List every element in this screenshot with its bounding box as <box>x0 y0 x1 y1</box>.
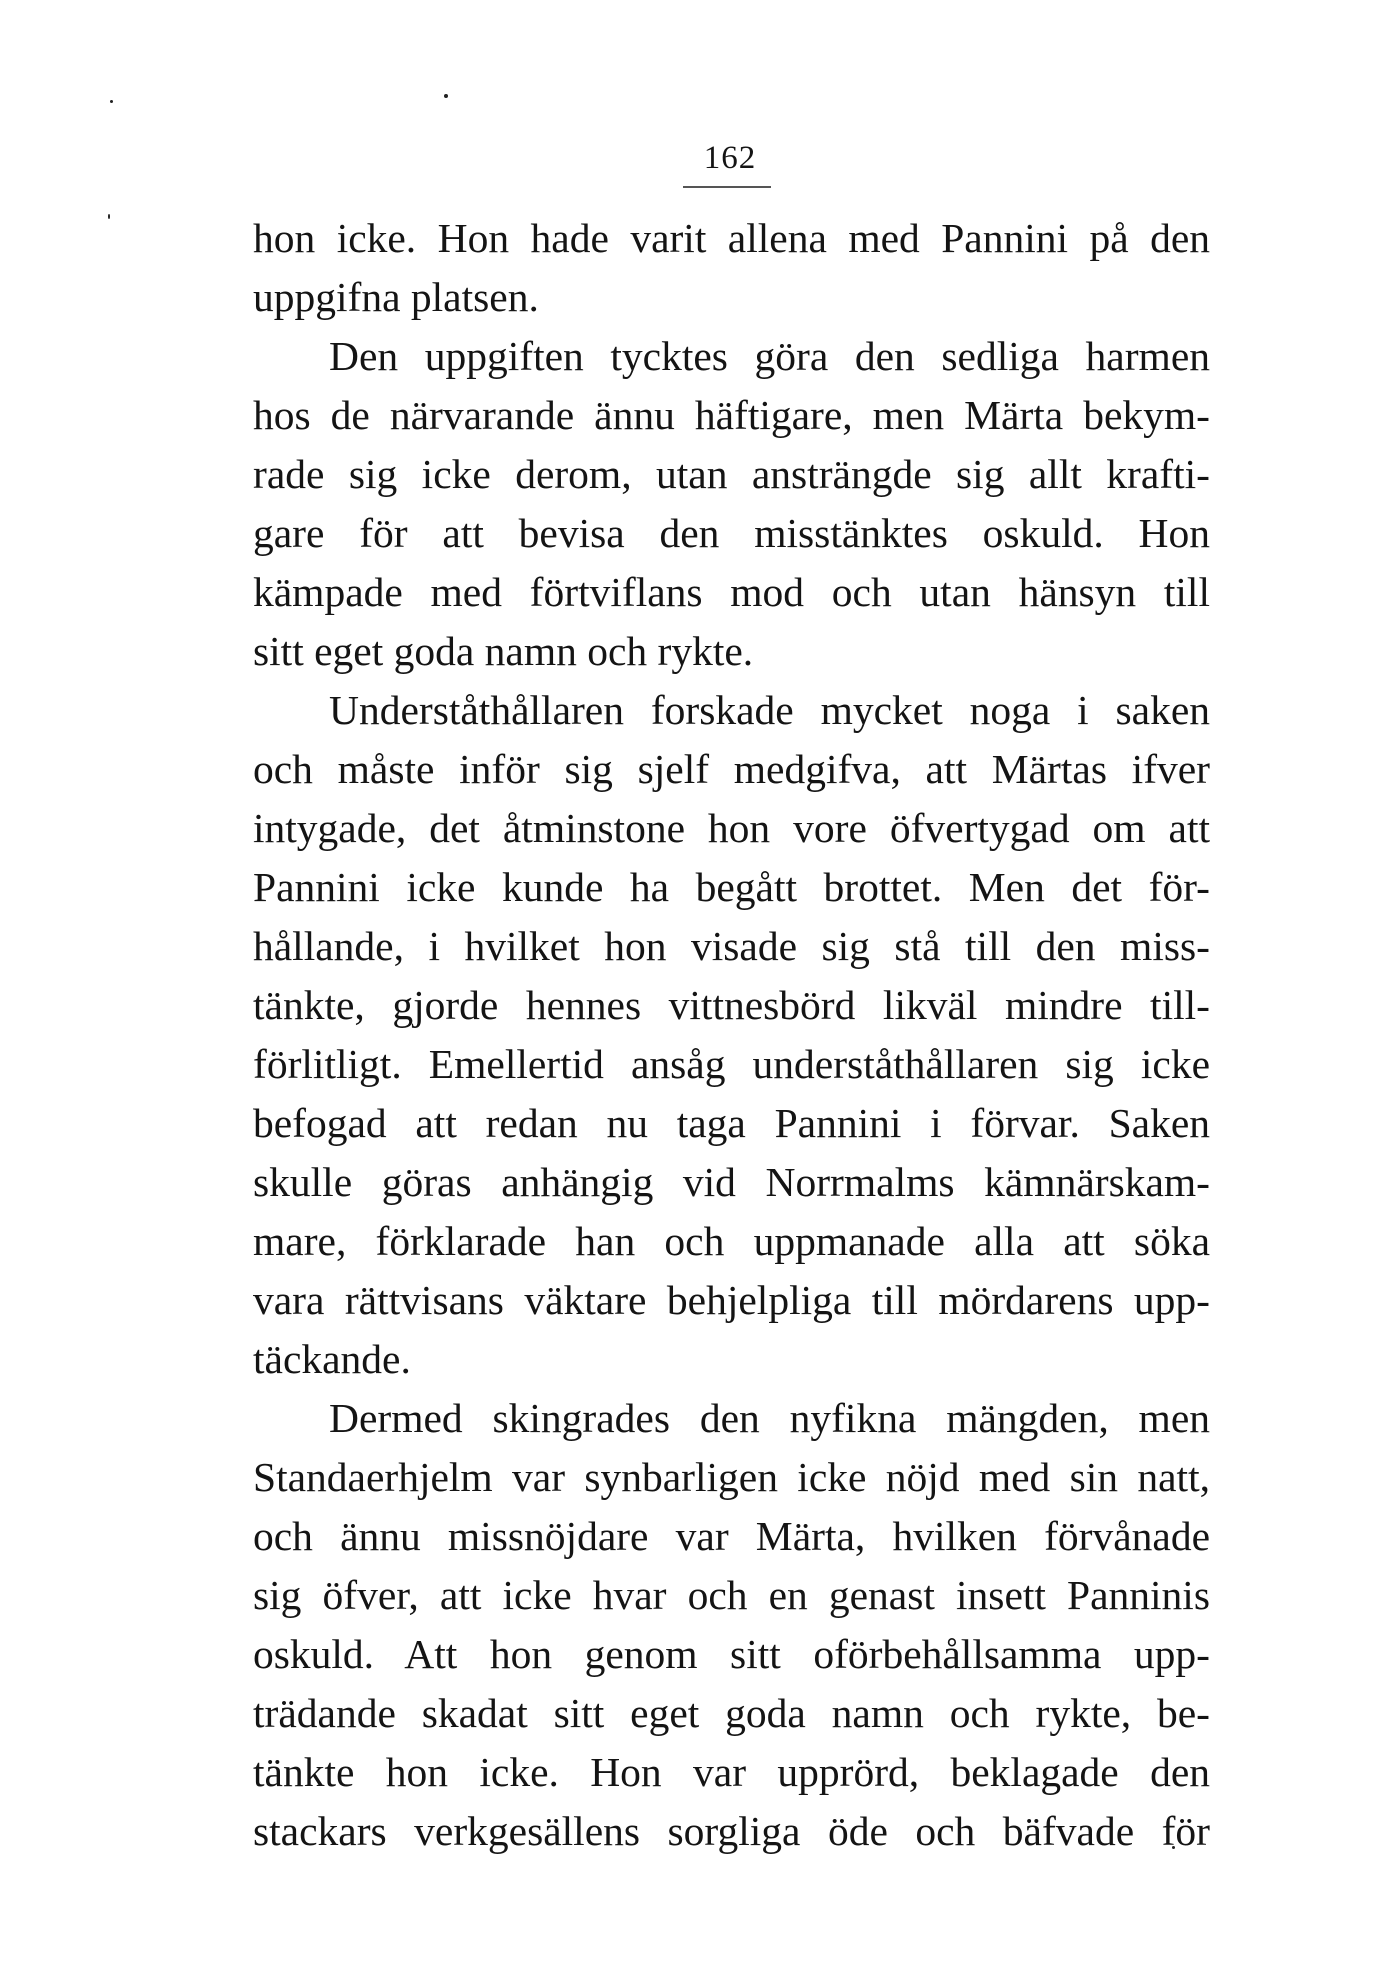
text-line: stackars verkgesällens sorgliga öde och bäfvade för <box>253 1808 1210 1854</box>
text-line: täckande. <box>253 1336 411 1382</box>
text-line: hållande, i hvilket hon visade sig stå till den miss- <box>253 923 1210 969</box>
text-line: Den uppgiften tycktes göra den sedliga harmen <box>329 333 1210 379</box>
text-line: oskuld. Att hon genom sitt oförbehållsamma upp- <box>253 1631 1210 1677</box>
page-number: 162 <box>703 140 757 176</box>
text-line: hon icke. Hon hade varit allena med Pannini på den <box>253 215 1210 261</box>
text-line: tänkte, gjorde hennes vittnesbörd likväl mindre till- <box>253 982 1210 1028</box>
text-line: och måste inför sig sjelf medgifva, att Märtas ifver <box>253 746 1210 792</box>
text-line: intygade, det åtminstone hon vore öfvertygad om att <box>253 805 1210 851</box>
text-line: Underståthållaren forskade mycket noga i saken <box>329 687 1210 733</box>
text-line: sig öfver, att icke hvar och en genast insett Panninis <box>253 1572 1210 1618</box>
text-line: Dermed skingrades den nyfikna mängden, men <box>329 1395 1210 1441</box>
print-speck <box>108 214 110 219</box>
text-line: kämpade med förtviflans mod och utan hänsyn till <box>253 569 1210 615</box>
text-line: vara rättvisans väktare behjelpliga till mördarens upp- <box>253 1277 1210 1323</box>
text-line: trädande skadat sitt eget goda namn och rykte, be- <box>253 1690 1210 1736</box>
text-line: hos de närvarande ännu häftigare, men Märta bekym- <box>253 392 1210 438</box>
text-line: och ännu missnöjdare var Märta, hvilken förvånade <box>253 1513 1210 1559</box>
text-line: mare, förklarade han och uppmanade alla att söka <box>253 1218 1210 1264</box>
text-line: uppgifna platsen. <box>253 274 539 320</box>
text-line: rade sig icke derom, utan ansträngde sig allt krafti- <box>253 451 1210 497</box>
text-line: gare för att bevisa den misstänktes oskuld. Hon <box>253 510 1210 556</box>
page-number-rule <box>683 186 771 188</box>
text-line: Standaerhjelm var synbarligen icke nöjd med sin natt, <box>253 1454 1210 1500</box>
text-line: befogad att redan nu taga Pannini i förvar. Saken <box>253 1100 1210 1146</box>
text-line: sitt eget goda namn och rykte. <box>253 628 754 674</box>
text-line: tänkte hon icke. Hon var upprörd, beklagade den <box>253 1749 1210 1795</box>
text-line: skulle göras anhängig vid Norrmalms kämnärskam- <box>253 1159 1210 1205</box>
print-speck <box>444 94 448 98</box>
text-line: förlitligt. Emellertid ansåg underståthållaren sig icke <box>253 1041 1210 1087</box>
body-text <box>253 209 1210 1861</box>
print-speck <box>110 100 113 103</box>
text-line: Pannini icke kunde ha begått brottet. Men det för- <box>253 864 1210 910</box>
